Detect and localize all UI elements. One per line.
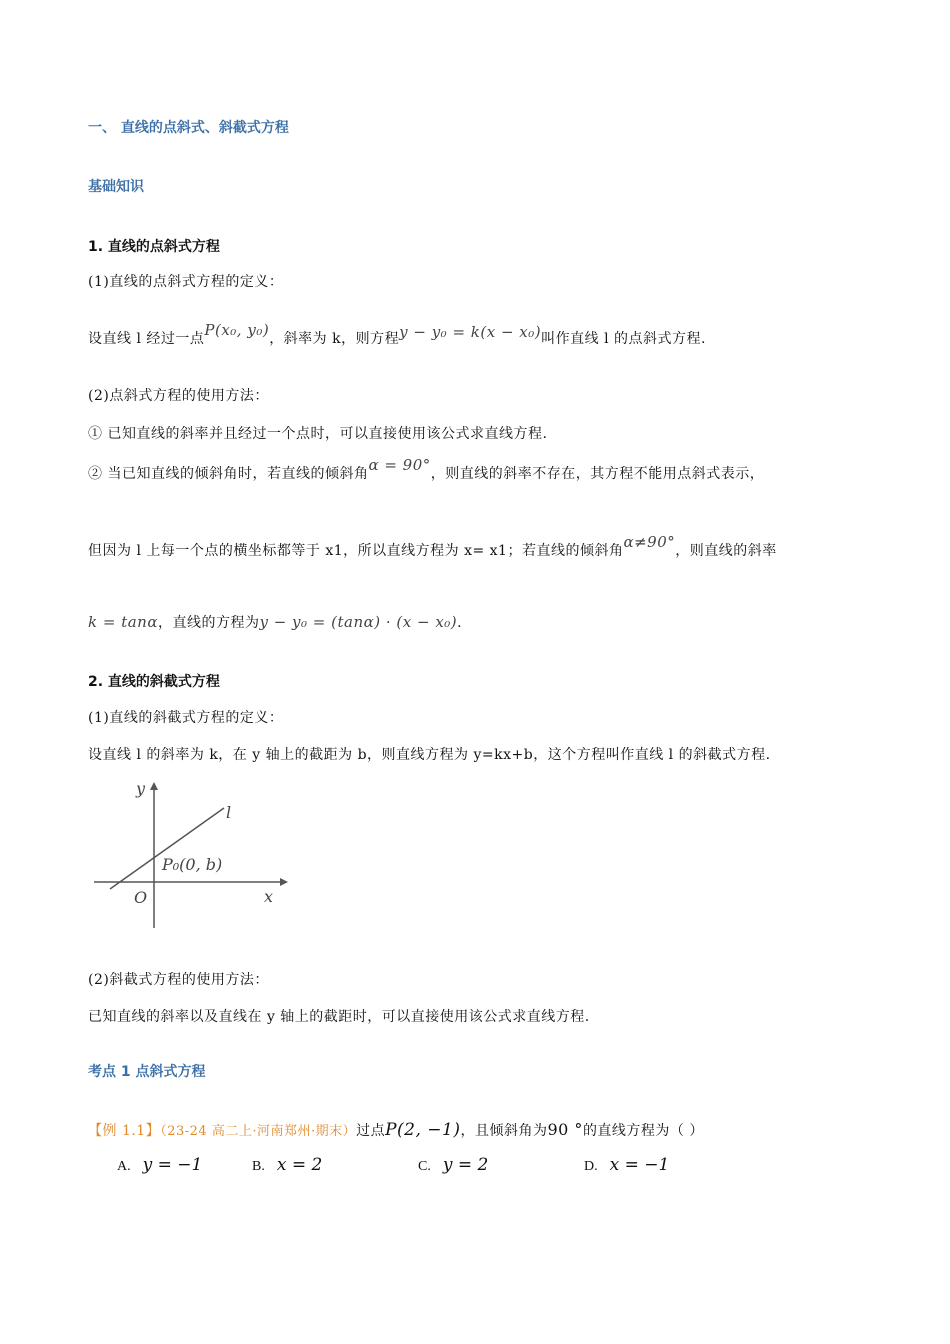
- example-text-b: ，且倾斜角为: [460, 1123, 548, 1139]
- part1-def-line: [88, 321, 706, 348]
- part1-usage-3: [88, 533, 777, 560]
- usage-2-text-b: ，则直线的斜率不存在，其方程不能用点斜式表示，: [430, 466, 765, 482]
- usage-4-text-a: ，直线的方程为: [157, 615, 260, 631]
- part2-usage-text: 已知直线的斜率以及直线在 y 轴上的截距时，可以直接使用该公式求直线方程.: [88, 1009, 590, 1025]
- point-slope-tan-formula: y − y₀ = (tanα) · (x − x₀): [259, 613, 458, 631]
- example-point-formula: P(2, −1): [385, 1120, 461, 1140]
- line-label: l: [226, 803, 232, 822]
- alpha-not-90-formula: α≠90°: [623, 533, 676, 551]
- usage-3-text-a: 但因为 l 上每一个点的横坐标都等于 x1，所以直线方程为 x= x1；若直线的倾斜角: [88, 543, 624, 559]
- part1-usage-4: [88, 612, 462, 632]
- part1-usage-1: ① 已知直线的斜率并且经过一个点时，可以直接使用该公式求直线方程.: [88, 426, 548, 442]
- example-angle: 90 °: [547, 1120, 583, 1139]
- def-point-formula: P(x₀, y₀): [204, 321, 270, 339]
- y-axis-arrow: [150, 782, 158, 790]
- line-l: [110, 808, 224, 889]
- part1-heading: 1. 直线的点斜式方程: [88, 239, 220, 255]
- part2-def-text: 设直线 l 的斜率为 k，在 y 轴上的截距为 b，则直线方程为 y=kx+b，这个方程叫作直线 l 的斜截式方程.: [88, 747, 771, 763]
- option-c-value: y = 2: [442, 1155, 489, 1175]
- example-text-c: 的直线方程为（ ）: [582, 1123, 704, 1139]
- option-d[interactable]: [584, 1155, 669, 1175]
- option-b-label: B.: [252, 1159, 265, 1174]
- def-text-a: 设直线 l 经过一点: [88, 331, 205, 347]
- y-axis-label: y: [136, 779, 146, 798]
- usage-4-text-b: .: [457, 615, 463, 631]
- exam-point-heading: 考点 1 点斜式方程: [88, 1064, 206, 1080]
- usage-3-text-b: ，则直线的斜率: [675, 543, 777, 559]
- part2-heading: 2. 直线的斜截式方程: [88, 674, 220, 690]
- option-b-value: x = 2: [276, 1155, 323, 1175]
- part1-def-title: (1)直线的点斜式方程的定义：: [88, 274, 284, 290]
- def-equation-formula: y − y₀ = k(x − x₀): [399, 323, 542, 341]
- option-b[interactable]: [252, 1155, 322, 1175]
- example-1-1: [88, 1120, 704, 1140]
- example-tag: 【例 1.1】: [88, 1123, 161, 1139]
- alpha-90-formula: α = 90°: [368, 456, 431, 474]
- x-axis-label: x: [264, 887, 274, 906]
- usage-2-text-a: ② 当已知直线的倾斜角时，若直线的倾斜角: [88, 466, 369, 482]
- k-tan-alpha-formula: k = tanα: [88, 613, 158, 631]
- option-d-label: D.: [584, 1159, 598, 1174]
- point-p0-label: P₀(0, b): [162, 855, 223, 874]
- option-d-value: x = −1: [609, 1155, 670, 1175]
- option-a-label: A.: [117, 1159, 131, 1174]
- part2-def-title: (1)直线的斜截式方程的定义：: [88, 710, 284, 726]
- example-text-a: 过点: [356, 1123, 386, 1139]
- part1-usage-2: [88, 456, 765, 483]
- option-a-value: y = −1: [142, 1155, 203, 1175]
- basic-knowledge-heading: 基础知识: [88, 179, 144, 195]
- def-text-b: ，斜率为 k，则方程: [269, 331, 400, 347]
- slope-intercept-figure: [88, 778, 288, 928]
- x-axis-arrow: [280, 878, 288, 886]
- part2-usage-title: (2)斜截式方程的使用方法：: [88, 972, 269, 988]
- option-a[interactable]: [117, 1155, 202, 1175]
- option-c[interactable]: [418, 1155, 488, 1175]
- part1-usage-title: (2)点斜式方程的使用方法：: [88, 388, 269, 404]
- origin-label: O: [134, 888, 148, 907]
- example-source: （23-24 高二上·河南郑州·期末）: [160, 1124, 357, 1139]
- def-text-c: 叫作直线 l 的点斜式方程.: [541, 331, 706, 347]
- section-title: 一、 直线的点斜式、斜截式方程: [88, 120, 289, 136]
- option-c-label: C.: [418, 1159, 431, 1174]
